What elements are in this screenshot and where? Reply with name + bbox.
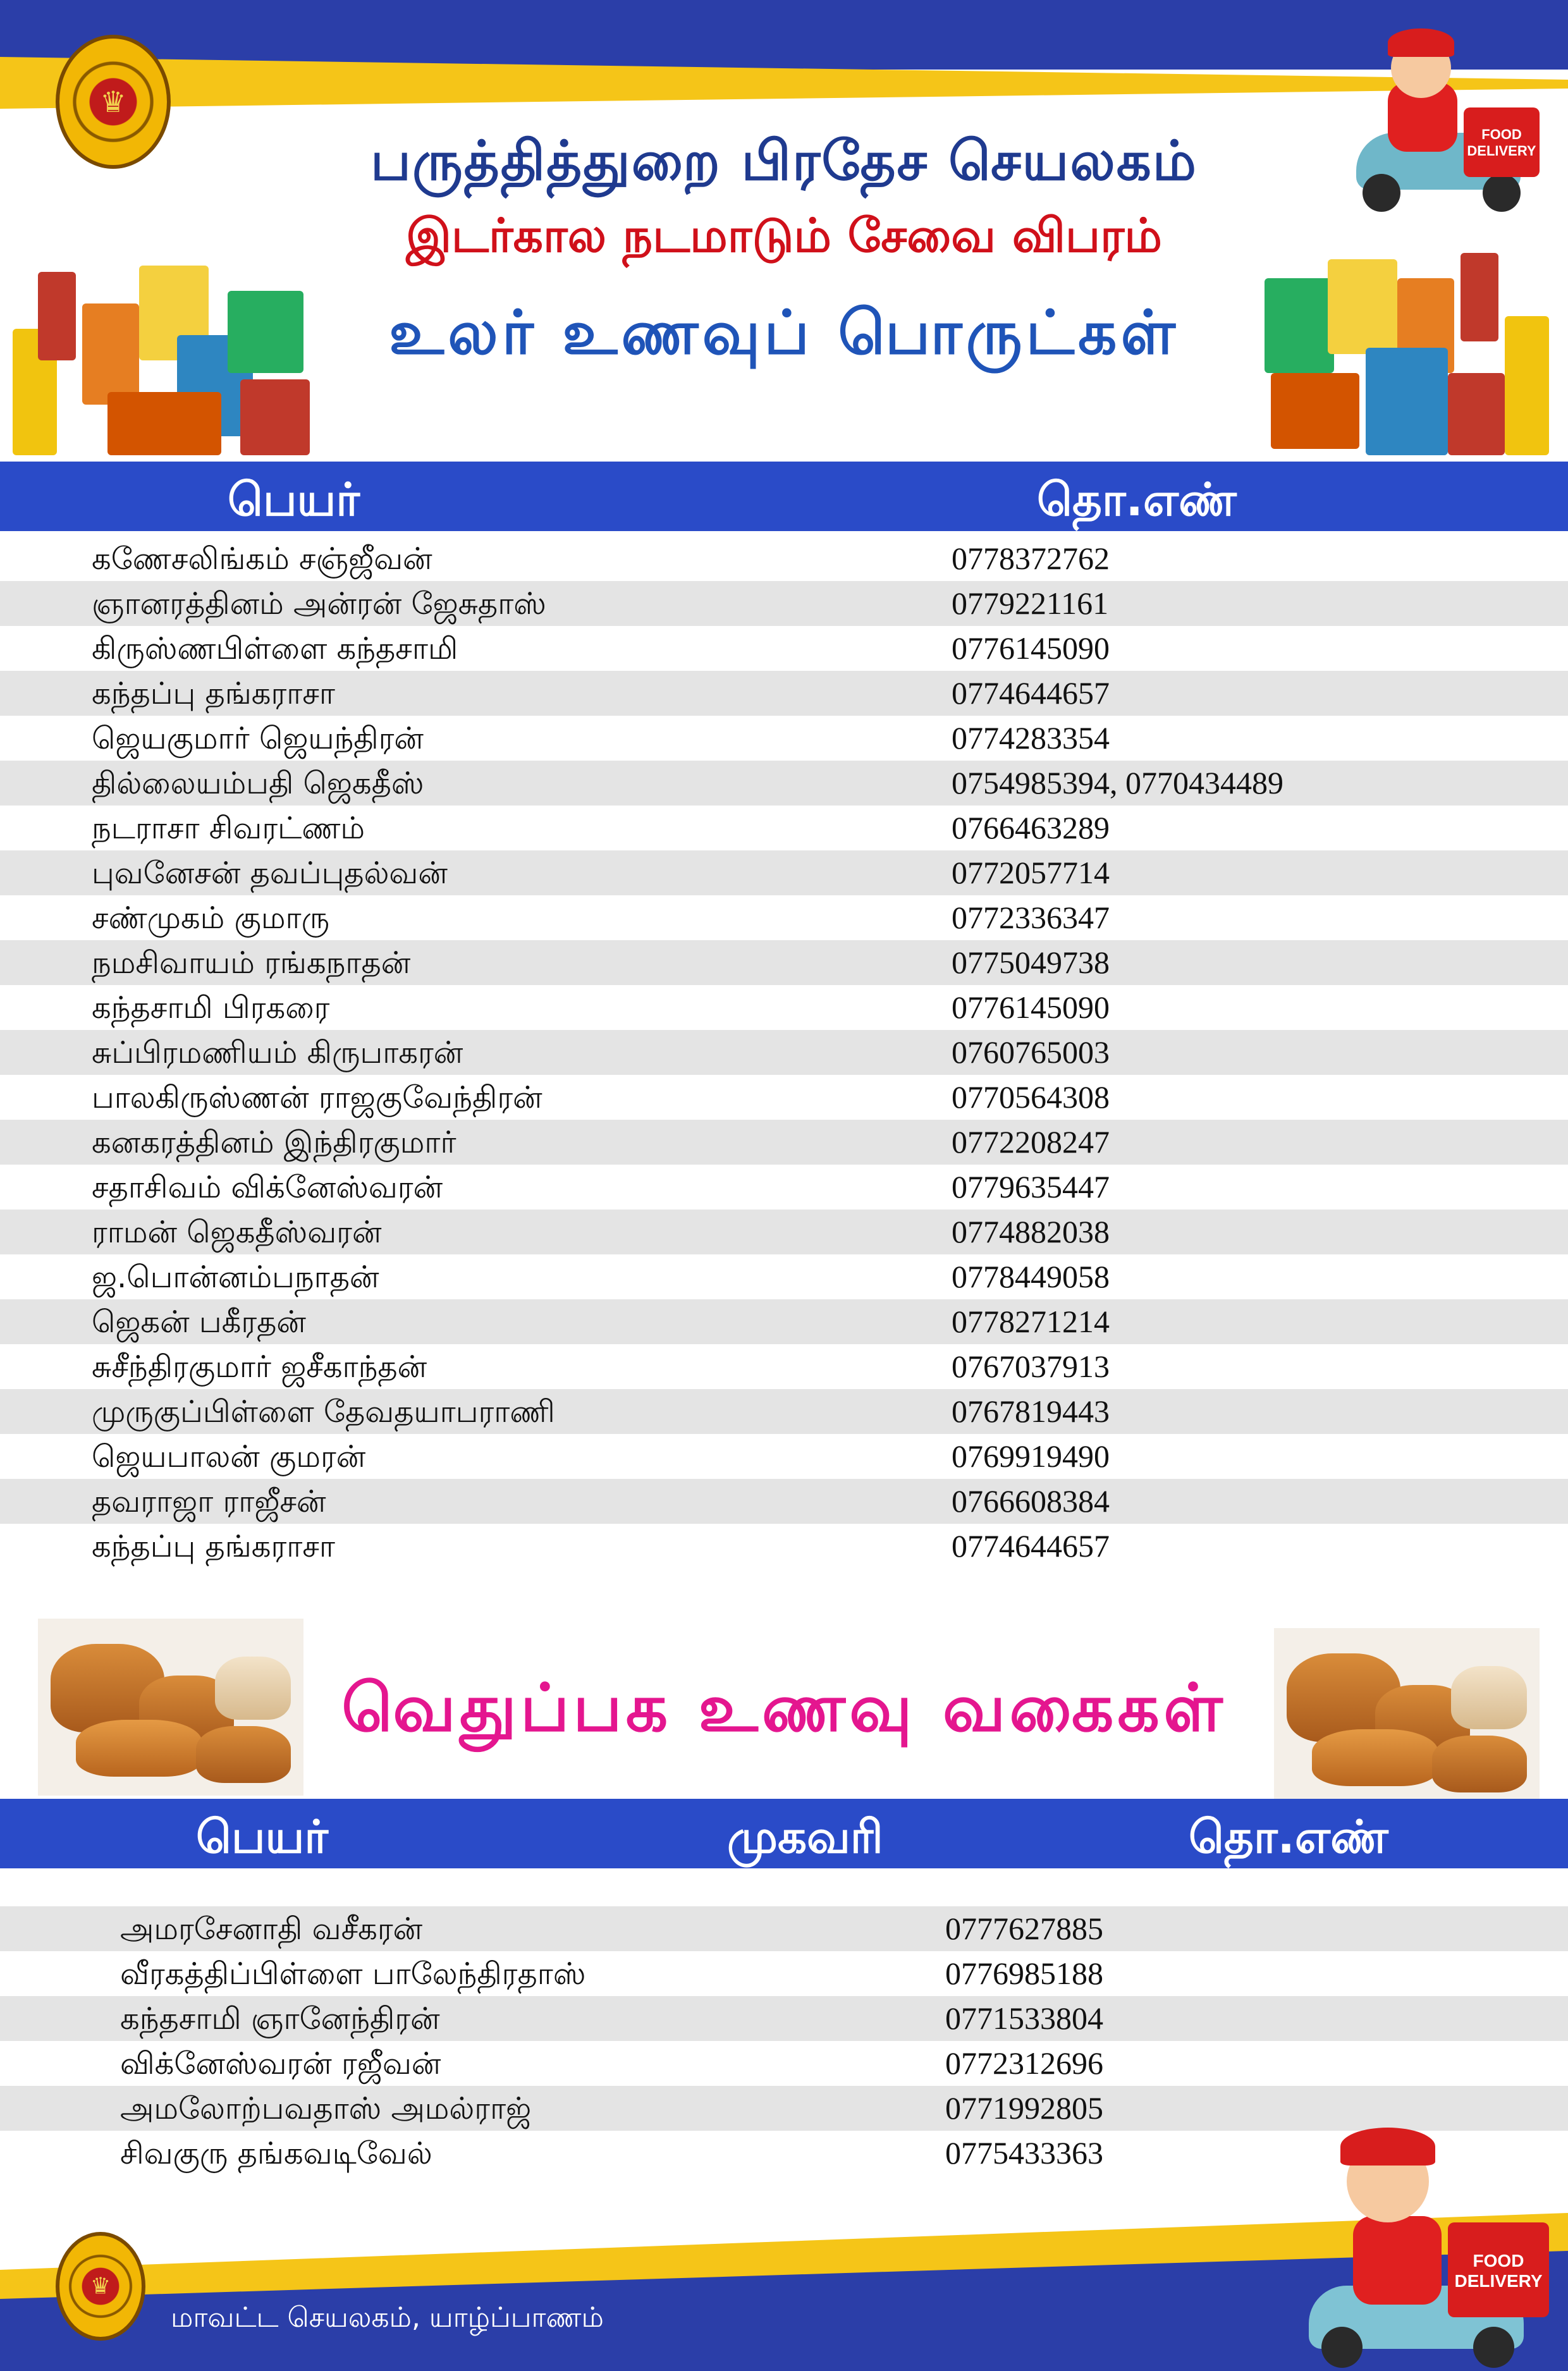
column-address-header: முகவரி [727, 1810, 883, 1863]
table-row [0, 581, 1568, 626]
footer-district-secretariat: மாவட்ட செயலகம், யாழ்ப்பாணம் [171, 2301, 604, 2334]
vendor-phone: 0772208247 [952, 1124, 1110, 1160]
column-phone-header: தொ.எண் [1037, 473, 1237, 526]
table-row [0, 1996, 1568, 2041]
groceries-image [13, 253, 316, 462]
service-subtitle: இடர்கால நடமாடும் சேவை விபரம் [406, 209, 1162, 263]
vendor-phone: 0776145090 [952, 630, 1110, 666]
vendor-phone: 0771992805 [945, 2090, 1103, 2126]
table-row [0, 1344, 1568, 1389]
vendor-name: அமலோற்பவதாஸ் அமல்ராஜ் [120, 2091, 532, 2126]
table-row [0, 626, 1568, 671]
vendor-name: கணேசலிங்கம் சஞ்ஜீவன் [92, 541, 432, 577]
vendor-name: கந்தசாமி பிரகரை [92, 990, 330, 1026]
vendor-phone: 0778372762 [952, 541, 1110, 576]
vendor-name: ஜ.பொன்னம்பநாதன் [92, 1259, 379, 1295]
vendor-phone: 0760765003 [952, 1034, 1110, 1070]
vendor-phone: 0774644657 [952, 1528, 1110, 1564]
table-row [0, 1951, 1568, 1996]
vendor-name: அமரசேனாதி வசீகரன் [120, 1911, 423, 1947]
table-row [0, 1030, 1568, 1075]
vendor-phone: 0766463289 [952, 810, 1110, 845]
vendor-name: ஜெயபாலன் குமரன் [92, 1439, 366, 1474]
column-name-header: பெயர் [228, 473, 360, 526]
vendor-phone: 0772312696 [945, 2045, 1103, 2081]
table-row [0, 1479, 1568, 1524]
vendor-phone: 0776145090 [952, 989, 1110, 1025]
table-row [0, 1210, 1568, 1254]
table-row [0, 806, 1568, 850]
groceries-image [1258, 253, 1555, 462]
vendor-name: ஜெயகுமார் ஜெயந்திரன் [92, 721, 424, 756]
vendor-phone: 0774644657 [952, 675, 1110, 711]
office-title: பருத்தித்துறை பிரதேச செயலகம் [370, 130, 1198, 193]
top-blue-band [0, 0, 1568, 70]
column-phone-header: தொ.எண் [1189, 1810, 1388, 1863]
table-row [0, 761, 1568, 806]
vendor-phone: 0779221161 [952, 585, 1109, 621]
dry-food-table-body [0, 536, 1568, 1569]
vendor-phone: 0779635447 [952, 1169, 1110, 1204]
table-row [0, 1075, 1568, 1120]
table-row [0, 1299, 1568, 1344]
vendor-phone: 0771533804 [945, 2000, 1103, 2036]
table-row [0, 895, 1568, 940]
vendor-name: விக்னேஸ்வரன் ரஜீவன் [120, 2046, 441, 2081]
table-row [0, 1165, 1568, 1210]
bakery-table-header [0, 1799, 1568, 1868]
vendor-name: ஜெகன் பகீரதன் [92, 1304, 306, 1340]
table-row [0, 1434, 1568, 1479]
vendor-phone: 0754985394, 0770434489 [952, 765, 1283, 800]
vendor-name: தில்லையம்பதி ஜெகதீஸ் [92, 766, 424, 801]
table-row [0, 850, 1568, 895]
vendor-phone: 0766608384 [952, 1483, 1110, 1519]
vendor-name: புவனேசன் தவப்புதல்வன் [92, 855, 448, 891]
vendor-name: கனகரத்தினம் இந்திரகுமார் [92, 1125, 456, 1160]
table-row [0, 940, 1568, 985]
vendor-phone: 0776985188 [945, 1956, 1103, 1991]
vendor-phone: 0770564308 [952, 1079, 1110, 1115]
delivery-mascot-icon [1296, 2109, 1562, 2371]
vendor-name: சிவகுரு தங்கவடிவேல் [120, 2136, 432, 2171]
column-name-header: பெயர் [196, 1810, 328, 1863]
vendor-name: சதாசிவம் விக்னேஸ்வரன் [92, 1170, 443, 1205]
vendor-phone: 0767037913 [952, 1349, 1110, 1384]
vendor-phone: 0774283354 [952, 720, 1110, 756]
dry-food-table-header [0, 462, 1568, 531]
table-row [0, 1524, 1568, 1569]
vendor-name: கந்தசாமி ஞானேந்திரன் [120, 2001, 440, 2037]
sri-lanka-emblem-icon [56, 2232, 145, 2341]
vendor-name: கந்தப்பு தங்கராசா [92, 676, 336, 711]
vendor-name: கிருஸ்ணபிள்ளை கந்தசாமி [92, 631, 458, 666]
table-row [0, 1906, 1568, 1951]
lion-icon: ♛ [90, 2273, 111, 2300]
vendor-phone: 0767819443 [952, 1394, 1110, 1429]
vendor-name: முருகுப்பிள்ளை தேவதயாபராணி [92, 1394, 555, 1430]
vendor-phone: 0778449058 [952, 1259, 1110, 1294]
table-row [0, 1120, 1568, 1165]
table-row [0, 1389, 1568, 1434]
vendor-name: நமசிவாயம் ரங்கநாதன் [92, 945, 411, 981]
table-row [0, 716, 1568, 761]
bakery-heading: வெதுப்பக உணவு வகைகள் [341, 1669, 1227, 1746]
food-delivery-box: FOOD DELIVERY [1464, 107, 1540, 177]
vendor-name: சண்முகம் குமாரு [92, 900, 330, 936]
vendor-name: பாலகிருஸ்ணன் ராஜகுவேந்திரன் [92, 1080, 542, 1115]
table-row [0, 536, 1568, 581]
vendor-name: சுப்பிரமணியம் கிருபாகரன் [92, 1035, 463, 1070]
vendor-phone: 0769919490 [952, 1438, 1110, 1474]
vendor-phone: 0772057714 [952, 855, 1110, 890]
vendor-phone: 0777627885 [945, 1911, 1103, 1946]
vendor-name: நடராசா சிவரட்ணம் [92, 811, 365, 846]
food-delivery-box: FOOD DELIVERY [1448, 2222, 1549, 2317]
vendor-name: தவராஜா ராஜீசன் [92, 1484, 326, 1519]
table-row [0, 1254, 1568, 1299]
table-row [0, 671, 1568, 716]
vendor-name: ராமன் ஜெகதீஸ்வரன் [92, 1215, 382, 1250]
vendor-phone: 0778271214 [952, 1304, 1110, 1339]
vendor-name: வீரகத்திப்பிள்ளை பாலேந்திரதாஸ் [120, 1956, 586, 1992]
vendor-phone: 0772336347 [952, 900, 1110, 935]
dry-food-heading: உலர் உணவுப் பொருட்கள் [388, 297, 1180, 368]
vendor-phone: 0774882038 [952, 1214, 1110, 1249]
vendor-phone: 0775049738 [952, 945, 1110, 980]
vendor-name: கந்தப்பு தங்கராசா [92, 1529, 336, 1564]
lion-icon: ♛ [100, 85, 126, 119]
vendor-phone: 0775433363 [945, 2135, 1103, 2171]
vendor-name: ஞானரத்தினம் அன்ரன் ஜேசுதாஸ் [92, 586, 546, 622]
vendor-name: சுசீந்திரகுமார் ஜசீகாந்தன் [92, 1349, 427, 1385]
table-row [0, 985, 1568, 1030]
table-row [0, 2041, 1568, 2086]
